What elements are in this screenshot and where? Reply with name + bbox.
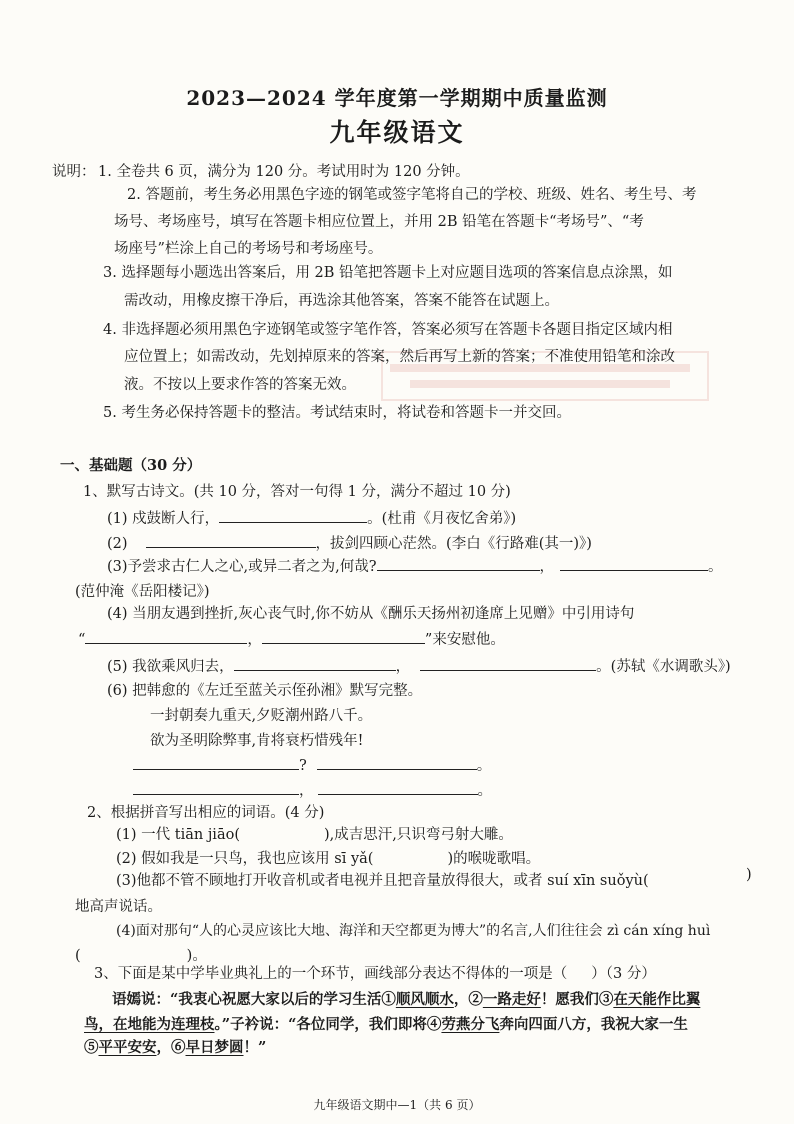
q3-paragraph-line-3: ⑤平平安安，⑥早日梦圆！” xyxy=(84,1039,267,1056)
answer-blank[interactable] xyxy=(234,656,396,671)
answer-blank[interactable] xyxy=(317,755,477,770)
q1-item-4-answer: “ ， ”来安慰他。 xyxy=(78,629,505,650)
question-2-stem: 2、根据拼音写出相应的词语。(4 分) xyxy=(87,805,325,821)
answer-blank[interactable] xyxy=(560,556,708,571)
instruction-item: 场座号”栏涂上自己的考场号和考场座号。 xyxy=(114,241,383,257)
q2-item-4: (4)面对那句“人的心灵应该比大地、海洋和天空都更为博大”的名言,人们往往会 zì cán xíng huì xyxy=(116,923,711,939)
q1-item-5-source: 。(苏轼《水调歌头》) xyxy=(596,659,731,675)
poem-line: 一封朝奏九重天,夕贬潮州路八千。 xyxy=(150,708,373,724)
instruction-item: 3. 选择题每小题选出答案后，用 2B 铅笔把答题卡上对应题目选项的答案信息点涂黑，如 xyxy=(103,265,673,281)
page-footer: 九年级语文期中—1（共 6 页） xyxy=(313,1098,481,1112)
underlined-phrase: 鸟，在地能为连理枝 xyxy=(84,1016,215,1033)
answer-blank[interactable] xyxy=(133,780,299,795)
underlined-phrase: 平平安安 xyxy=(98,1039,157,1056)
answer-blank[interactable] xyxy=(318,780,478,795)
underlined-phrase: 在天能作比翼 xyxy=(613,991,701,1008)
answer-blank[interactable] xyxy=(219,508,367,523)
answer-blank[interactable] xyxy=(377,556,540,571)
q2-item-1: (1) 一代 tiān jiāo( ),成吉思汗,只识弯弓射大雕。 xyxy=(116,827,513,843)
q2-item-2: (2) 假如我是一只鸟，我也应该用 sī yǎ( )的喉咙歌唱。 xyxy=(116,851,541,867)
q2-item-3: (3)他都不管不顾地打开收音机或者电视并且把音量放得很大，或者 suí xīn suǒyù( xyxy=(116,873,649,889)
instructions-label: 说明： xyxy=(52,164,96,180)
q1-item-5: (5) 我欲乘风归去， ， 。(苏轼《水调歌头》) xyxy=(107,656,731,677)
q3-paragraph-line-1: 语嫣说：“我衷心祝愿大家以后的学习生活①顺风顺水，②一路走好！愿我们③在天能作比翼 xyxy=(112,991,701,1008)
section-heading: 一、基础题（30 分） xyxy=(60,457,202,474)
answer-blank[interactable] xyxy=(146,533,316,548)
q1-item-1 xyxy=(107,508,516,529)
instruction-item: 5. 考生务必保持答题卡的整洁。考试结束时，将试卷和答题卡一并交回。 xyxy=(103,405,571,421)
answer-blank[interactable] xyxy=(420,656,596,671)
answer-blank[interactable] xyxy=(133,755,299,770)
question-1-stem: 1、默写古诗文。(共 10 分，答对一句得 1 分，满分不超过 10 分) xyxy=(83,484,511,500)
q1-item-1-source: 。(杜甫《月夜忆舍弟》) xyxy=(367,511,517,527)
q1-item-6-answer-1: ? 。 xyxy=(133,755,491,776)
q1-item-2-prefix: (2) xyxy=(107,536,128,552)
underlined-phrase: 早日梦圆 xyxy=(185,1039,244,1056)
exam-title: 2023—2024 学年度第一学期期中质量监测 xyxy=(186,86,608,110)
poem-line: 欲为圣明除弊事,肯将衰朽惜残年! xyxy=(150,733,364,749)
underlined-phrase: 顺风顺水 xyxy=(395,991,454,1008)
answer-blank[interactable] xyxy=(262,629,425,644)
q1-item-2 xyxy=(107,533,592,554)
q1-item-3: (3)予尝求古仁人之心,或异二者之为,何哉? ， 。 xyxy=(107,556,723,577)
q3-paragraph-line-2: 鸟，在地能为连理枝。”子衿说：“各位同学，我们即将④劳燕分飞奔向四面八方，我祝大家一生 xyxy=(84,1016,688,1033)
instruction-item: 应位置上；如需改动，先划掉原来的答案，然后再写上新的答案；不准使用铅笔和涂改 xyxy=(124,349,675,365)
q1-item-3-prefix: (3)予尝求古仁人之心,或异二者之为,何哉? xyxy=(107,559,377,575)
underlined-phrase: 劳燕分飞 xyxy=(441,1016,500,1033)
q1-item-2-source: ，拔剑四顾心茫然。(李白《行路难(其一)》) xyxy=(315,536,592,552)
q1-item-5-prefix: (5) 我欲乘风归去， xyxy=(107,659,234,675)
q1-item-6-answer-2: ， 。 xyxy=(133,780,492,801)
answer-blank[interactable] xyxy=(85,629,247,644)
instruction-item: 场号、考场座号，填写在答题卡相应位置上，并用 2B 铅笔在答题卡“考场号”、“考 xyxy=(114,214,644,230)
instruction-item: 1. 全卷共 6 页，满分为 120 分。考试用时为 120 分钟。 xyxy=(98,164,470,180)
q1-item-1-prefix: (1) 戍鼓断人行， xyxy=(107,511,220,527)
q1-item-3-source: (范仲淹《岳阳楼记》) xyxy=(75,584,210,600)
exam-subject: 九年级语文 xyxy=(329,118,465,147)
instruction-item: 2. 答题前，考生务必用黑色字迹的钢笔或签字笔将自己的学校、班级、姓名、考生号、考 xyxy=(127,187,697,203)
q1-item-6: (6) 把韩愈的《左迁至蓝关示侄孙湘》默写完整。 xyxy=(107,683,423,699)
instruction-item: 液。不按以上要求作答的答案无效。 xyxy=(124,377,356,393)
instruction-item: 需改动，用橡皮擦干净后，再选涂其他答案，答案不能答在试题上。 xyxy=(124,293,559,309)
q2-item-4-answer: ( )。 xyxy=(75,948,207,964)
q2-item-3-cont: 地高声说话。 xyxy=(75,899,162,915)
question-3-stem: 3、下面是某中学毕业典礼上的一个环节，画线部分表达不得体的一项是（ ）（3 分） xyxy=(94,966,656,982)
q2-item-3-close: ) xyxy=(746,867,752,883)
q1-item-4: (4) 当朋友遇到挫折,灰心丧气时,你不妨从《酬乐天扬州初逢席上见赠》中引用诗句 xyxy=(107,606,635,622)
underlined-phrase: 一路走好 xyxy=(482,991,541,1008)
instruction-item: 4. 非选择题必须用黑色字迹钢笔或签字笔作答，答案必须写在答题卡各题目指定区域内相 xyxy=(103,322,673,338)
